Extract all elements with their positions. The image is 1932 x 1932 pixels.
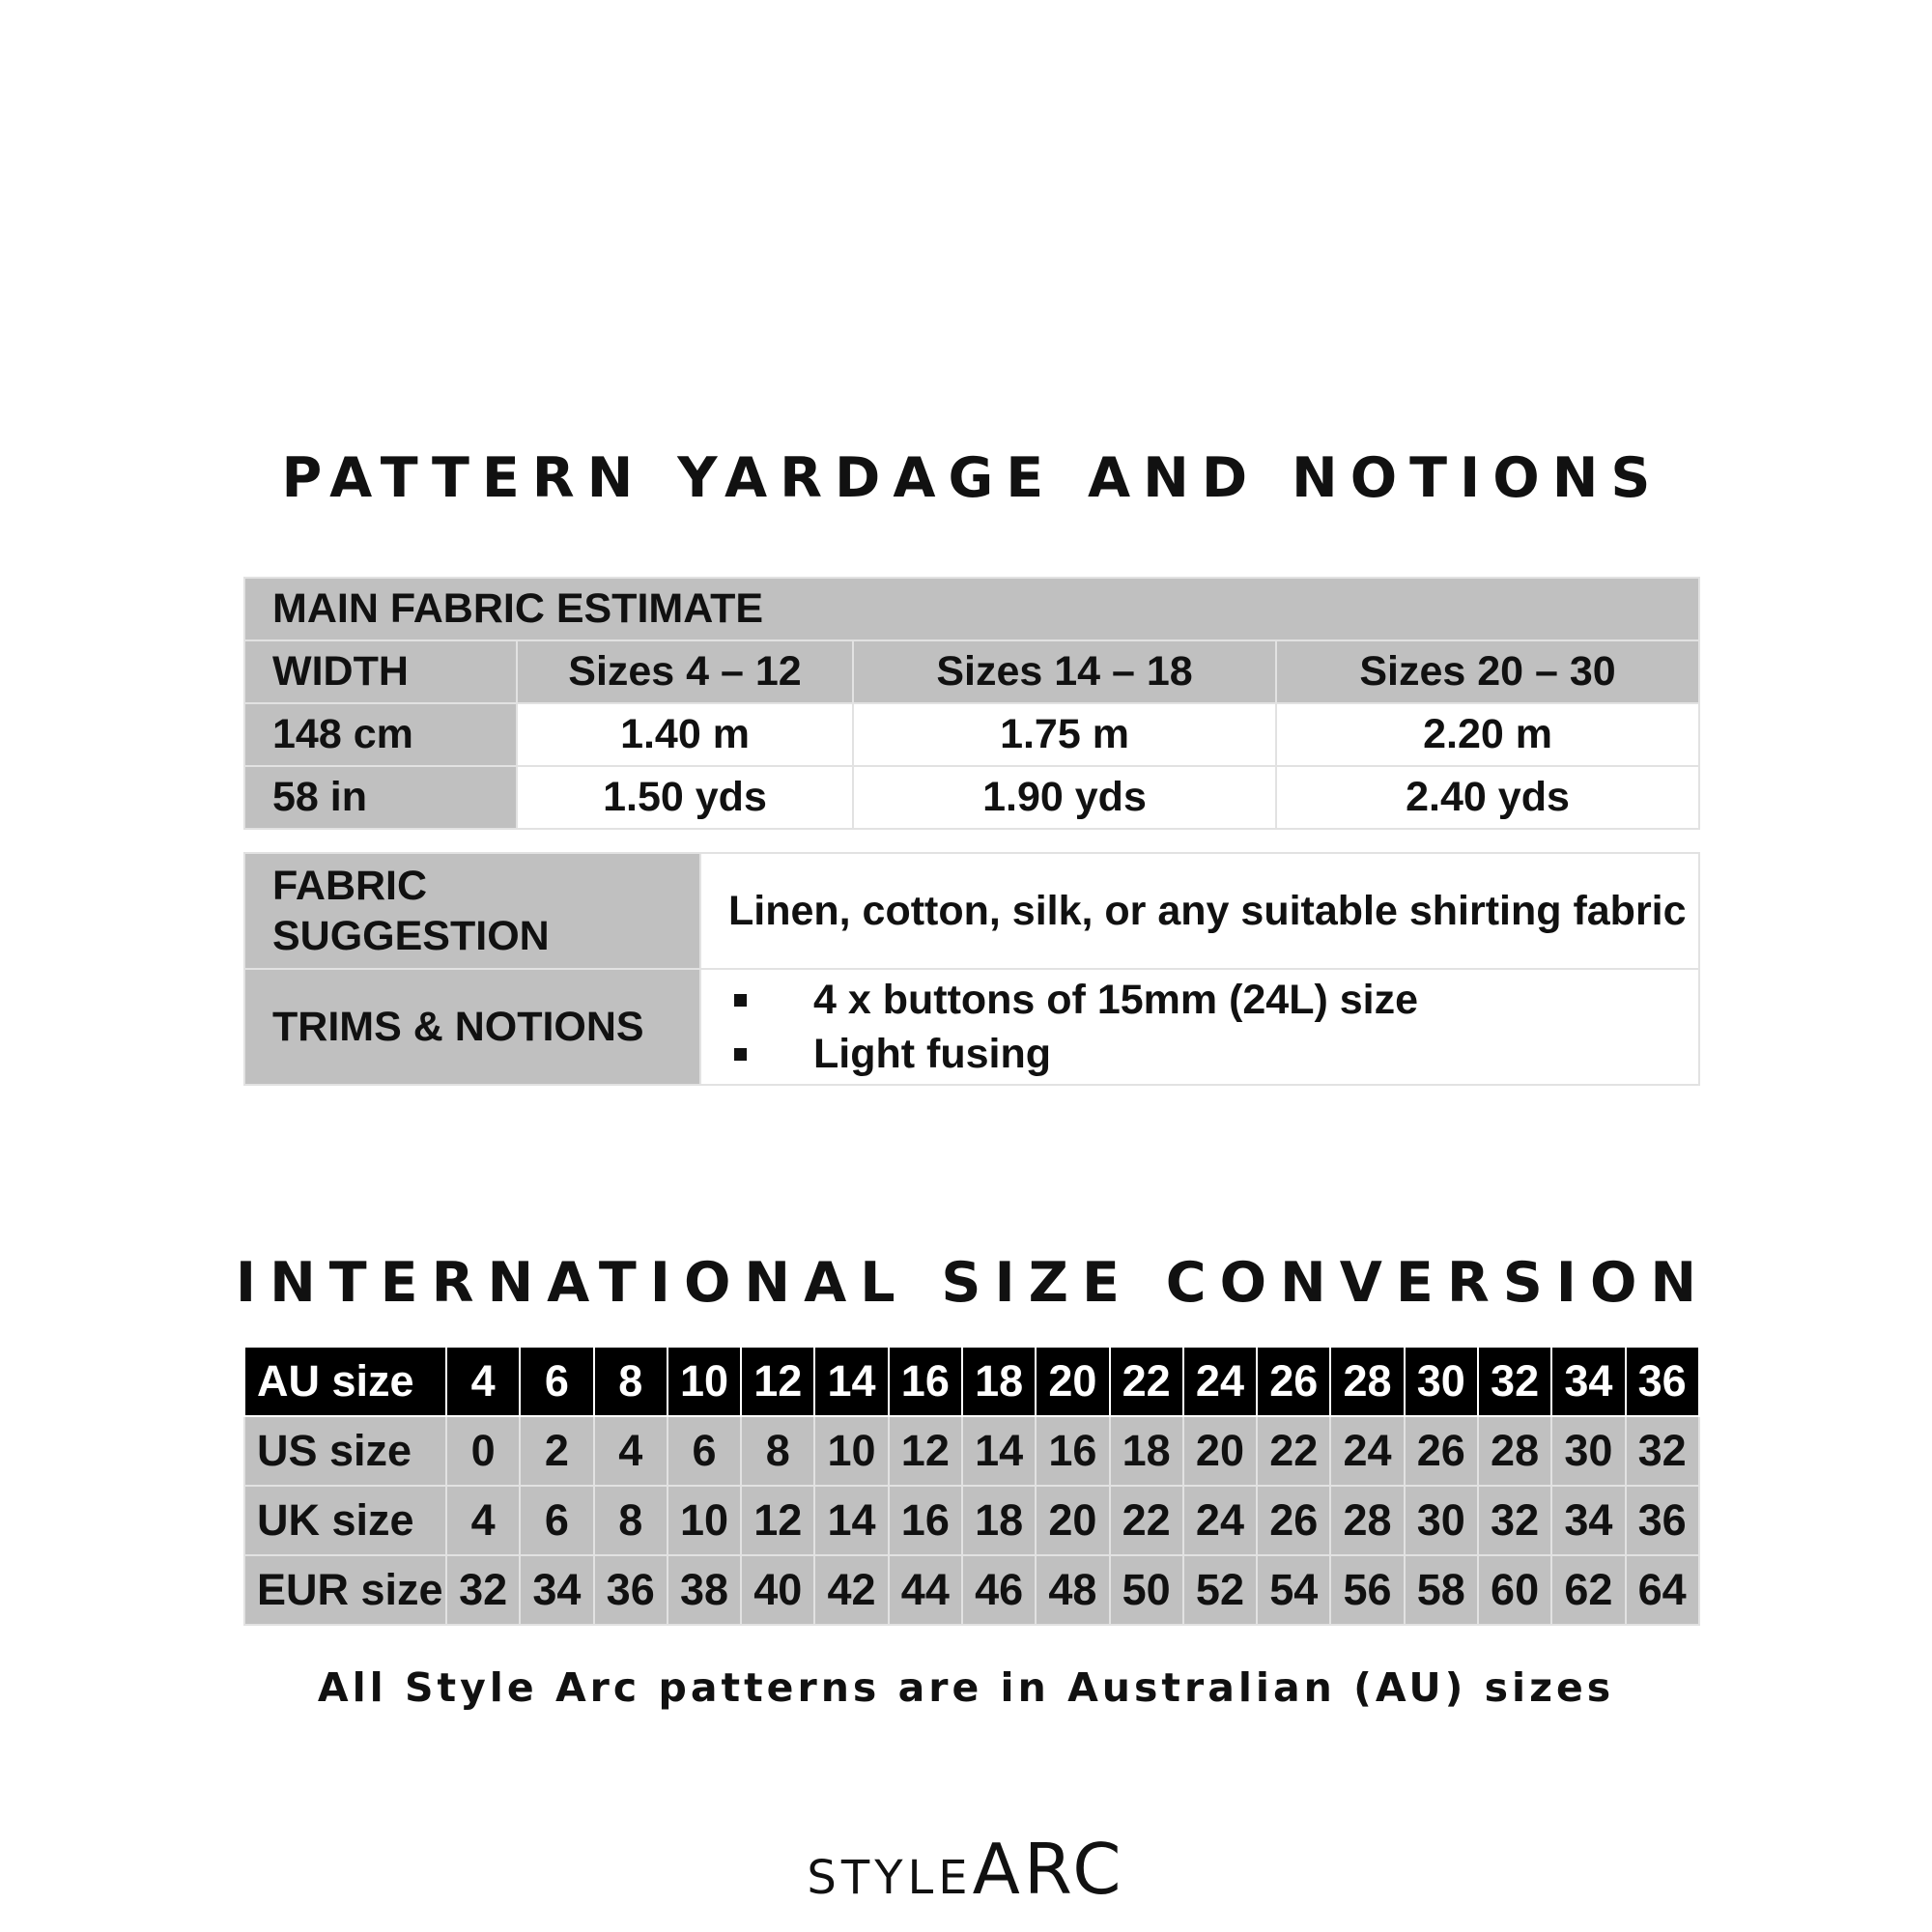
trims-notions-list (700, 969, 1699, 1085)
size-cell: 30 (1405, 1347, 1478, 1416)
fabric-suggestion-label-text: FABRIC SUGGESTION (272, 863, 550, 959)
table-row (244, 1486, 1699, 1555)
size-cell: 58 (1405, 1555, 1478, 1625)
size-cell: 22 (1257, 1416, 1330, 1486)
size-cell: 62 (1551, 1555, 1625, 1625)
logo-arc-text: ARC (972, 1829, 1125, 1910)
yardage-cell: 1.40 m (517, 703, 853, 766)
size-cell: 22 (1110, 1486, 1183, 1555)
list-item (728, 973, 1698, 1027)
bullet-square-icon (734, 1048, 747, 1061)
size-cell: 32 (1626, 1416, 1699, 1486)
size-cell: 28 (1478, 1416, 1551, 1486)
size-cell: 48 (1036, 1555, 1109, 1625)
size-conversion-title: INTERNATIONAL SIZE CONVERSION (235, 1251, 1711, 1315)
size-cell: 16 (889, 1347, 962, 1416)
size-cell: 4 (446, 1486, 520, 1555)
table-header-row (244, 578, 1699, 640)
size-cell: 28 (1330, 1347, 1404, 1416)
size-cell: 64 (1626, 1555, 1699, 1625)
size-cell: 38 (668, 1555, 741, 1625)
size-cell: 18 (1110, 1416, 1183, 1486)
main-fabric-estimate-table (243, 577, 1700, 830)
size-cell: 24 (1183, 1486, 1257, 1555)
logo-style-text: STYLE (807, 1851, 973, 1905)
au-sizes-note: All Style Arc patterns are in Australian (AU) sizes (317, 1664, 1615, 1711)
size-cell: 16 (889, 1486, 962, 1555)
size-cell: 14 (814, 1347, 888, 1416)
size-cell: 36 (1626, 1486, 1699, 1555)
sizes-14-18-header: Sizes 14 – 18 (853, 640, 1276, 703)
fabric-suggestion-label (244, 853, 700, 969)
width-in-label: 58 in (244, 766, 517, 829)
size-cell: 18 (962, 1486, 1036, 1555)
size-cell: 2 (520, 1416, 593, 1486)
size-cell: 36 (594, 1555, 668, 1625)
style-arc-logo (0, 1829, 1932, 1910)
main-fabric-estimate-header: MAIN FABRIC ESTIMATE (244, 578, 1699, 640)
table-row (244, 1555, 1699, 1625)
size-cell: 36 (1626, 1347, 1699, 1416)
table-row (244, 853, 1699, 969)
size-cell: 14 (814, 1486, 888, 1555)
size-cell: 16 (1036, 1416, 1109, 1486)
size-cell: 52 (1183, 1555, 1257, 1625)
size-cell: 26 (1405, 1416, 1478, 1486)
size-row-label: UK size (244, 1486, 446, 1555)
size-row-label: US size (244, 1416, 446, 1486)
size-cell: 26 (1257, 1486, 1330, 1555)
size-cell: 54 (1257, 1555, 1330, 1625)
trim-item-text: 4 x buttons of 15mm (24L) size (813, 977, 1419, 1023)
size-cell: 10 (668, 1486, 741, 1555)
table-row (244, 969, 1699, 1085)
yardage-cell: 1.50 yds (517, 766, 853, 829)
bullet-square-icon (734, 994, 747, 1007)
size-conversion-table (243, 1346, 1700, 1626)
size-cell: 6 (520, 1347, 593, 1416)
size-cell: 40 (741, 1555, 814, 1625)
size-cell: 34 (1551, 1347, 1625, 1416)
size-cell: 12 (741, 1347, 814, 1416)
size-cell: 20 (1036, 1486, 1109, 1555)
size-cell: 6 (520, 1486, 593, 1555)
size-cell: 8 (594, 1347, 668, 1416)
yardage-title: PATTERN YARDAGE AND NOTIONS (281, 446, 1663, 510)
size-cell: 60 (1478, 1555, 1551, 1625)
table-row (244, 703, 1699, 766)
size-cell: 6 (668, 1416, 741, 1486)
size-cell: 24 (1330, 1416, 1404, 1486)
trims-notions-label: TRIMS & NOTIONS (244, 969, 700, 1085)
size-cell: 10 (814, 1416, 888, 1486)
yardage-cell: 2.40 yds (1276, 766, 1699, 829)
size-cell: 34 (1551, 1486, 1625, 1555)
yardage-cell: 2.20 m (1276, 703, 1699, 766)
size-cell: 34 (520, 1555, 593, 1625)
trim-item-text: Light fusing (813, 1031, 1051, 1077)
fabric-suggestion-value: Linen, cotton, silk, or any suitable shirting fabric (700, 853, 1699, 969)
yardage-cell: 1.90 yds (853, 766, 1276, 829)
size-cell: 14 (962, 1416, 1036, 1486)
size-cell: 18 (962, 1347, 1036, 1416)
size-cell: 20 (1183, 1416, 1257, 1486)
width-column-header: WIDTH (244, 640, 517, 703)
size-row-label: AU size (244, 1347, 446, 1416)
fabric-notions-table (243, 852, 1700, 1086)
size-cell: 20 (1036, 1347, 1109, 1416)
size-cell: 30 (1405, 1486, 1478, 1555)
size-cell: 28 (1330, 1486, 1404, 1555)
size-cell: 46 (962, 1555, 1036, 1625)
column-header-row (244, 640, 1699, 703)
size-row-label: EUR size (244, 1555, 446, 1625)
size-cell: 26 (1257, 1347, 1330, 1416)
table-row (244, 766, 1699, 829)
au-size-header-row (244, 1347, 1699, 1416)
size-cell: 10 (668, 1347, 741, 1416)
size-cell: 44 (889, 1555, 962, 1625)
size-cell: 24 (1183, 1347, 1257, 1416)
list-item (728, 1027, 1698, 1081)
size-cell: 32 (1478, 1347, 1551, 1416)
size-cell: 12 (889, 1416, 962, 1486)
size-cell: 50 (1110, 1555, 1183, 1625)
table-row (244, 1416, 1699, 1486)
size-cell: 22 (1110, 1347, 1183, 1416)
size-cell: 56 (1330, 1555, 1404, 1625)
size-cell: 12 (741, 1486, 814, 1555)
size-cell: 4 (446, 1347, 520, 1416)
sizes-4-12-header: Sizes 4 – 12 (517, 640, 853, 703)
size-cell: 4 (594, 1416, 668, 1486)
size-cell: 0 (446, 1416, 520, 1486)
size-cell: 30 (1551, 1416, 1625, 1486)
size-cell: 42 (814, 1555, 888, 1625)
size-cell: 8 (741, 1416, 814, 1486)
size-cell: 32 (446, 1555, 520, 1625)
width-cm-label: 148 cm (244, 703, 517, 766)
yardage-cell: 1.75 m (853, 703, 1276, 766)
sizes-20-30-header: Sizes 20 – 30 (1276, 640, 1699, 703)
size-cell: 8 (594, 1486, 668, 1555)
size-cell: 32 (1478, 1486, 1551, 1555)
